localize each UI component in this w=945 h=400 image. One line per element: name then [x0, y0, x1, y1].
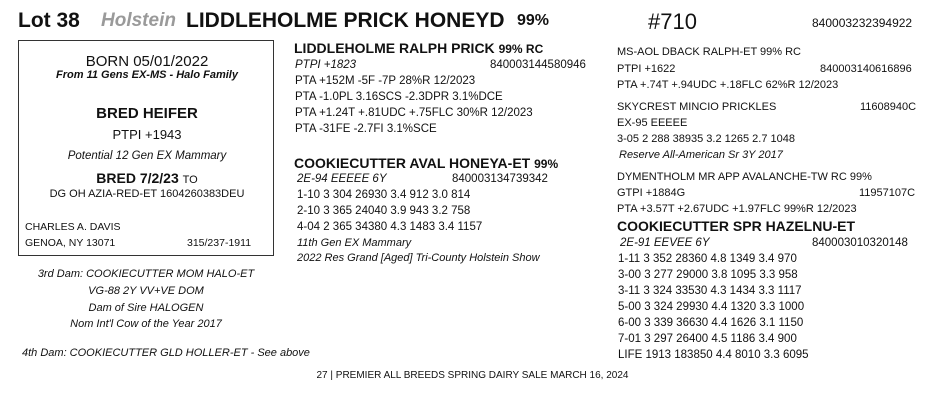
dam-record: 4-04 2 365 34380 4.3 1483 3.4 1157	[297, 221, 483, 233]
owner-phone: 315/237-1911	[187, 237, 252, 249]
bred-date: BRED 7/2/23 TO	[96, 170, 198, 186]
sire-name: LIDDLEHOLME RALPH PRICK 99% RC	[294, 40, 544, 56]
dos-class: EX-95 EEEEE	[617, 117, 688, 129]
dam-note-2: 2022 Res Grand [Aged] Tri-County Holstein Show	[297, 252, 540, 264]
family-line: From 11 Gens EX-MS - Halo Family	[56, 69, 238, 81]
sire-of-dam: DYMENTHOLM MR APP AVALANCHE-TW RC 99%	[617, 171, 872, 183]
animal-percent: 99%	[517, 12, 550, 29]
sire-reg: 840003144580946	[490, 59, 586, 71]
owner-name: CHARLES A. DAVIS	[25, 221, 121, 233]
dam-note-1: 11th Gen EX Mammary	[297, 237, 412, 249]
granddam-lifetime: LIFE 1913 183850 4.4 8010 3.3 6095	[618, 349, 809, 361]
granddam-reg: 840003010320148	[812, 237, 908, 249]
dos-record: 3-05 2 288 38935 3.2 1265 2.7 1048	[617, 133, 795, 145]
sire-pta-2: PTA -1.0PL 3.16SCS -2.3DPR 3.1%DCE	[295, 91, 503, 103]
dam-class: 2E-94 EEEEE 6Y	[297, 173, 387, 185]
dos-reg: 11608940C	[860, 101, 917, 113]
dos-note: Reserve All-American Sr 3Y 2017	[619, 149, 783, 161]
sos-ptpi: PTPI +1622	[617, 63, 676, 75]
page-footer: 27 | PREMIER ALL BREEDS SPRING DAIRY SALE MARCH 16, 2024	[316, 370, 629, 381]
registration-number: 840003232394922	[812, 16, 913, 30]
dam-record: 1-10 3 304 26930 3.4 912 3.0 814	[297, 189, 471, 201]
dam-record: 2-10 3 365 24040 3.9 943 3.2 758	[297, 205, 471, 217]
sod-reg: 11957107C	[859, 187, 916, 199]
sos-pta: PTA +.74T +.94UDC +.18FLC 62%R 12/2023	[617, 79, 839, 91]
breed-label: Holstein	[101, 10, 176, 31]
sos-reg: 840003140616896	[820, 63, 912, 75]
dam-of-sire: SKYCREST MINCIO PRICKLES	[617, 101, 777, 113]
animal-name: LIDDLEHOLME PRICK HONEYD	[186, 9, 505, 32]
dam-name: COOKIECUTTER AVAL HONEYA-ET 99%	[294, 155, 559, 171]
tag-number: #710	[648, 9, 697, 34]
granddam-record: 3-00 3 277 29000 3.8 1095 3.3 958	[618, 269, 798, 281]
potential-note: Potential 12 Gen EX Mammary	[67, 150, 227, 162]
bred-to-label: TO	[182, 174, 198, 186]
granddam-record: 3-11 3 324 33530 4.3 1434 3.3 1117	[618, 285, 802, 297]
fourth-dam: 4th Dam: COOKIECUTTER GLD HOLLER-ET - See above	[22, 347, 310, 359]
sire-ptpi: PTPI +1823	[295, 59, 357, 71]
dam-pct: 99%	[534, 157, 559, 171]
sire-pta-4: PTA -31FE -2.7FI 3.1%SCE	[295, 123, 437, 135]
status: BRED HEIFER	[96, 105, 198, 122]
bred-sire: DG OH AZIA-RED-ET 1604260383DEU	[49, 188, 245, 200]
sire-pta-3: PTA +1.24T +.81UDC +.75FLC 30%R 12/2023	[295, 107, 533, 119]
sire-pct: 99% RC	[498, 42, 544, 56]
granddam-record: 1-11 3 352 28360 4.8 1349 3.4 970	[618, 253, 797, 265]
sire-pta-1: PTA +152M -5F -7P 28%R 12/2023	[295, 75, 476, 87]
sod-gtpi: GTPI +1884G	[617, 187, 686, 199]
granddam-record: 5-00 3 324 29930 4.4 1320 3.3 1000	[618, 301, 805, 313]
summary-box	[18, 40, 274, 256]
sire-of-sire: MS-AOL DBACK RALPH-ET 99% RC	[617, 46, 801, 58]
dam-reg: 840003134739342	[452, 173, 548, 185]
ptpi-value: PTPI +1943	[112, 127, 182, 142]
lot-number: Lot 38	[18, 9, 80, 32]
granddam-class: 2E-91 EEVEE 6Y	[620, 237, 710, 249]
granddam-record: 7-01 3 297 26400 4.5 1186 3.4 900	[618, 333, 797, 345]
third-dam-line3: Dam of Sire HALOGEN	[88, 302, 204, 314]
born-date: BORN 05/01/2022	[85, 53, 209, 70]
third-dam-line4: Nom Int'l Cow of the Year 2017	[70, 318, 222, 330]
granddam-record: 6-00 3 339 36630 4.4 1626 3.1 1150	[618, 317, 804, 329]
owner-location: GENOA, NY 13071	[25, 237, 116, 249]
granddam-name: COOKIECUTTER SPR HAZELNU-ET	[617, 218, 855, 234]
third-dam-line2: VG-88 2Y VV+VE DOM	[88, 285, 204, 297]
third-dam-line1: 3rd Dam: COOKIECUTTER MOM HALO-ET	[37, 268, 255, 280]
sod-pta: PTA +3.57T +2.67UDC +1.97FLC 99%R 12/2023	[617, 203, 857, 215]
